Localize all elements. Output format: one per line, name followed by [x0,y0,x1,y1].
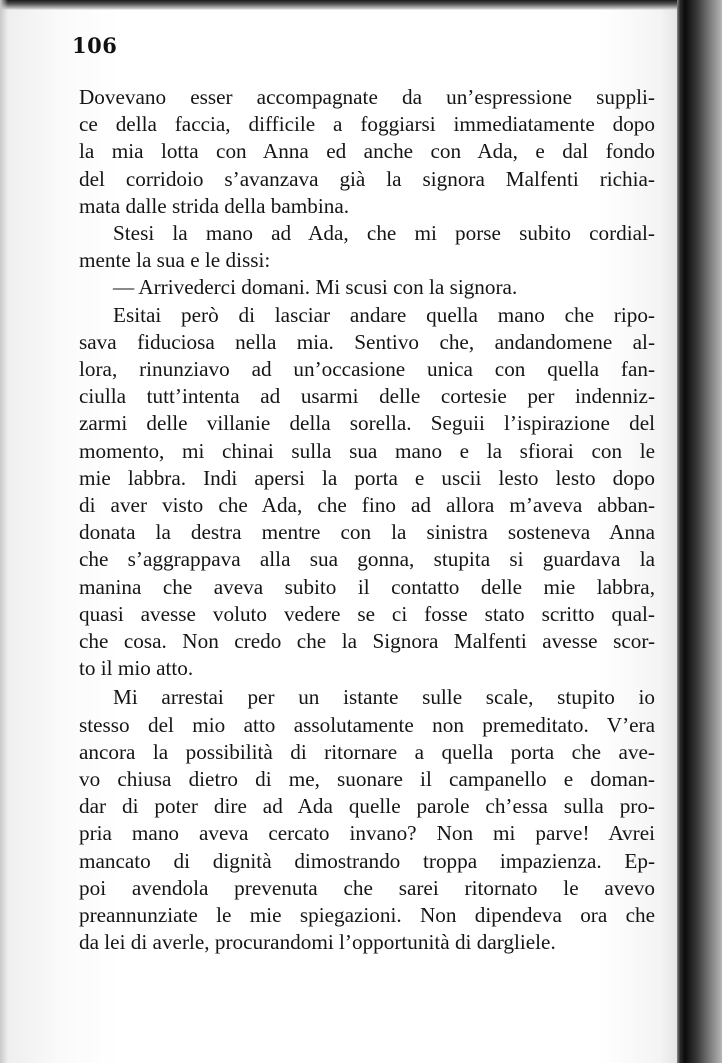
text-line: mancato di dignità dimostrando troppa impazienza. Ep- [79,848,655,873]
text-line: ce della faccia, difficile a foggiarsi immediatamente dopo [79,112,655,137]
text-line: che cosa. Non credo che la Signora Malfenti avesse scor- [79,629,655,654]
text-line: da lei di averle, procurandomi l’opportunità di dargliele. [79,930,556,955]
text-line: mie labbra. Indi apersi la porta e uscii lesto lesto dopo [79,465,655,490]
text-line: stesso del mio atto assolutamente non premeditato. V’era [79,712,655,737]
text-line: sava fiduciosa nella mia. Sentivo che, andandomene al- [79,329,655,354]
text-line: di aver visto che Ada, che fino ad allora m’aveva abban- [79,493,655,518]
text-line: ciulla tutt’intenta ad usarmi delle cortesie per indenniz- [79,384,655,409]
text-line: poi avendola prevenuta che sarei ritornato le avevo [79,875,655,900]
text-line: manina che aveva subito il contatto delle mie labbra, [79,574,655,599]
paragraph [79,84,655,220]
page-left-shade [0,0,8,1063]
page-top-shadow [0,0,722,10]
text-line: dar di poter dire ad Ada quelle parole ch’essa sulla pro- [79,794,655,819]
body-text [79,84,655,957]
paragraph [79,302,655,683]
text-line: Stesi la mano ad Ada, che mi porse subito cordial- [113,221,655,246]
paragraph [79,274,655,301]
text-line: Esitai però di lasciar andare quella mano che ripo- [113,302,655,327]
text-line: mente la sua e le dissi: [79,248,271,273]
text-line: del corridoio s’avanzava già la signora Malfenti richia- [79,166,655,191]
text-line: Dovevano esser accompagnate da un’espressione suppli- [79,85,655,109]
text-line: ancora la possibilità di ritornare a quella porta che ave- [79,739,655,764]
text-line: quasi avesse voluto vedere se ci fosse stato scritto qual- [79,601,655,626]
text-line: mata dalle strida della bambina. [79,193,350,218]
text-line: che s’aggrappava alla sua gonna, stupita si guardava la [79,547,655,572]
text-line: pria mano aveva cercato invano? Non mi parve! Avrei [79,821,655,846]
text-line: Mi arrestai per un istante sulle scale, stupito io [113,685,655,710]
paragraph [79,220,655,274]
text-line: momento, mi chinai sulla sua mano e la sfiorai con le [79,438,655,463]
text-line: — Arrivederci domani. Mi scusi con la signora. [113,275,518,300]
page-number: 106 [72,33,118,58]
text-line: donata la destra mentre con la sinistra sosteneva Anna [79,520,655,545]
text-line: preannunziate le mie spiegazioni. Non dipendeva ora che [79,903,655,928]
text-line: vo chiusa dietro di me, suonare il campanello e doman- [79,767,655,792]
text-line: lora, rinunziavo ad un’occasione unica con quella fan- [79,357,655,382]
book-spine-shadow [677,0,722,1063]
text-line: zarmi delle villanie della sorella. Seguii l’ispirazione del [79,411,655,436]
text-line: la mia lotta con Anna ed anche con Ada, e dal fondo [79,139,655,164]
paragraph [79,684,655,956]
text-line: to il mio atto. [79,656,194,681]
